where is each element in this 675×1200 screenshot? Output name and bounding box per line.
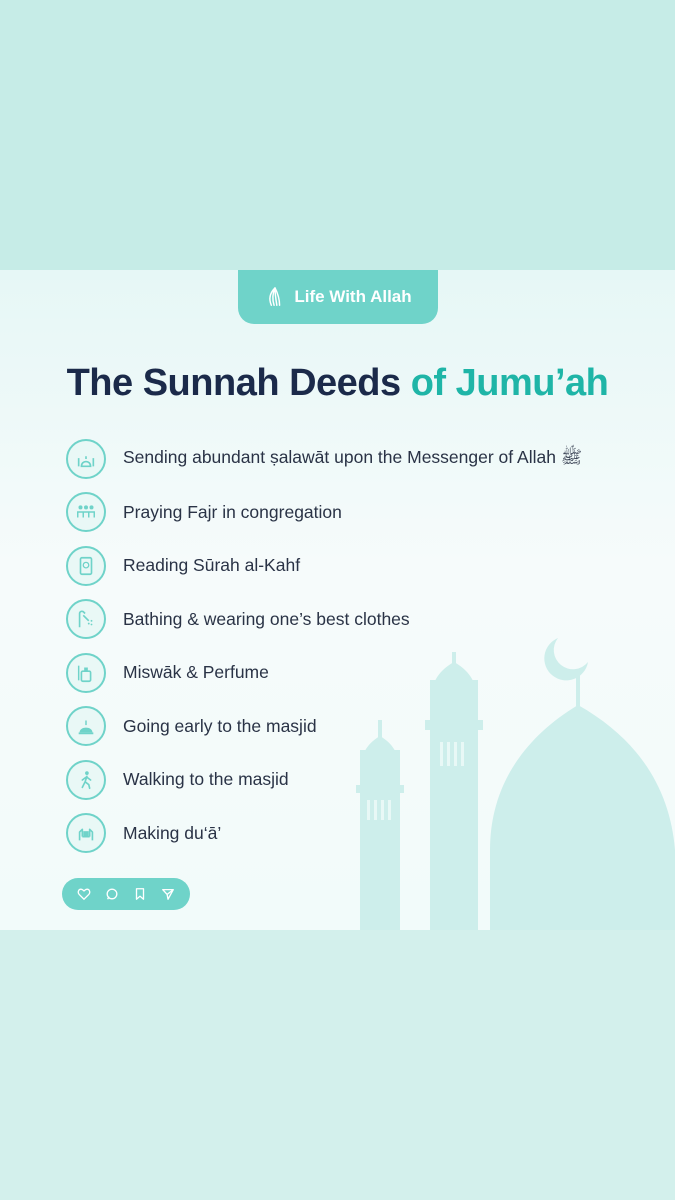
deed-item bbox=[66, 753, 646, 807]
deed-label: Miswāk & Perfume bbox=[123, 662, 269, 683]
deed-item bbox=[66, 539, 646, 593]
masjid-dome-icon bbox=[66, 706, 106, 746]
deed-label: Sending abundant ṣalawāt upon the Messenger of Allah ﷺ bbox=[123, 446, 582, 467]
deed-label: Walking to the masjid bbox=[123, 769, 289, 790]
deed-item bbox=[66, 700, 646, 754]
deed-item bbox=[66, 486, 646, 540]
post-actions-bar bbox=[62, 878, 190, 910]
deed-label: Bathing & wearing one’s best clothes bbox=[123, 608, 410, 629]
mosque-icon bbox=[66, 439, 106, 479]
leaf-logo-icon bbox=[264, 286, 286, 308]
brand-name: Life With Allah bbox=[294, 287, 412, 306]
congregation-icon bbox=[66, 492, 106, 532]
comment-icon[interactable] bbox=[104, 886, 120, 902]
brand-badge bbox=[238, 270, 438, 324]
bookmark-icon[interactable] bbox=[132, 886, 148, 902]
deed-label: Going early to the masjid bbox=[123, 715, 317, 736]
bottom-band bbox=[0, 930, 675, 1200]
deed-item bbox=[66, 807, 646, 861]
deed-item bbox=[66, 646, 646, 700]
walking-person-icon bbox=[66, 760, 106, 800]
deed-label: Making du‘ā’ bbox=[123, 822, 222, 843]
perfume-icon bbox=[66, 653, 106, 693]
deed-label: Reading Sūrah al-Kahf bbox=[123, 555, 301, 576]
post-card bbox=[0, 270, 675, 930]
top-band bbox=[0, 0, 675, 270]
deed-item bbox=[66, 432, 646, 486]
deed-label: Praying Fajr in congregation bbox=[123, 501, 342, 522]
deed-item bbox=[66, 593, 646, 647]
shower-icon bbox=[66, 599, 106, 639]
dua-hands-icon bbox=[66, 813, 106, 853]
heart-icon[interactable] bbox=[76, 886, 92, 902]
title-main: The Sunnah Deeds bbox=[66, 362, 401, 404]
deeds-list bbox=[66, 432, 646, 860]
quran-book-icon bbox=[66, 546, 106, 586]
page-title bbox=[0, 362, 675, 405]
title-accent: of Jumu’ah bbox=[410, 362, 609, 404]
send-icon[interactable] bbox=[160, 886, 176, 902]
